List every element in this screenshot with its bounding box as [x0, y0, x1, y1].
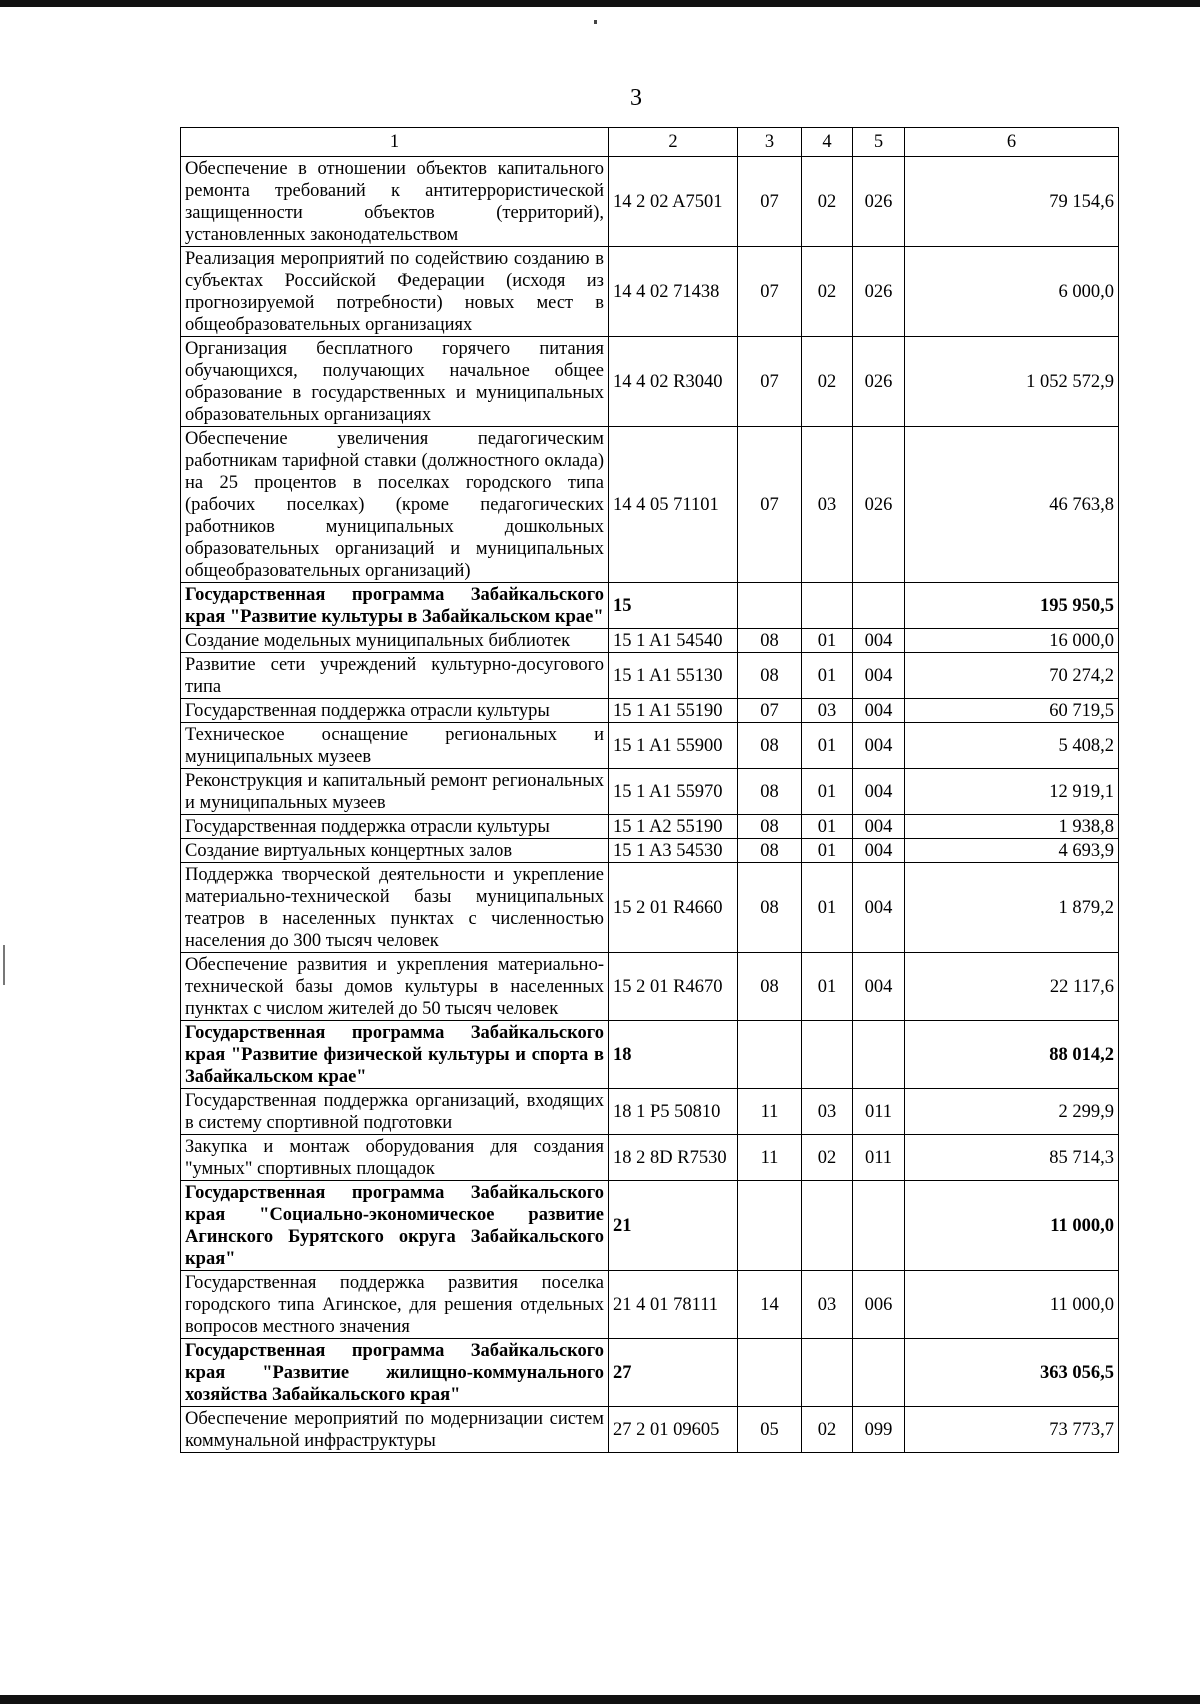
- cell-group: 011: [853, 1135, 905, 1181]
- cell-name: Создание модельных муниципальных библиотек: [181, 629, 609, 653]
- cell-section: [738, 1021, 802, 1089]
- program-row: [181, 1181, 1119, 1271]
- cell-group: 004: [853, 653, 905, 699]
- cell-section: [738, 583, 802, 629]
- cell-code: 14 4 05 71101: [609, 427, 738, 583]
- cell-subsection: 01: [802, 815, 853, 839]
- cell-amount: 363 056,5: [905, 1339, 1119, 1407]
- cell-amount: 1 938,8: [905, 815, 1119, 839]
- cell-group: 004: [853, 769, 905, 815]
- cell-group: 026: [853, 247, 905, 337]
- table-row: [181, 337, 1119, 427]
- cell-name: Создание виртуальных концертных залов: [181, 839, 609, 863]
- cell-code: 21: [609, 1181, 738, 1271]
- table-row: [181, 629, 1119, 653]
- cell-name: Государственная поддержка отрасли культуры: [181, 699, 609, 723]
- cell-code: 15 1 A3 54530: [609, 839, 738, 863]
- cell-section: 08: [738, 769, 802, 815]
- cell-code: 21 4 01 78111: [609, 1271, 738, 1339]
- cell-amount: 22 117,6: [905, 953, 1119, 1021]
- cell-name: Поддержка творческой деятельности и укрепление материально-технической базы муниципальных театров в населенных пунктах с численностью населения до 300 тысяч человек: [181, 863, 609, 953]
- table-row: [181, 1135, 1119, 1181]
- cell-name: Государственная программа Забайкальского края "Социально-экономическое развитие Агинского Бурятского округа Забайкальского края": [181, 1181, 609, 1271]
- cell-amount: 195 950,5: [905, 583, 1119, 629]
- cell-group: 004: [853, 839, 905, 863]
- table-row: [181, 699, 1119, 723]
- cell-subsection: 01: [802, 723, 853, 769]
- cell-subsection: [802, 1021, 853, 1089]
- scan-speck: [594, 20, 597, 24]
- program-row: [181, 1339, 1119, 1407]
- cell-section: 08: [738, 815, 802, 839]
- table-row: [181, 839, 1119, 863]
- cell-section: 08: [738, 953, 802, 1021]
- cell-subsection: 01: [802, 863, 853, 953]
- cell-group: 004: [853, 863, 905, 953]
- cell-amount: 88 014,2: [905, 1021, 1119, 1089]
- table-row: [181, 863, 1119, 953]
- cell-code: 14 2 02 A7501: [609, 157, 738, 247]
- header-col-4: 4: [802, 128, 853, 157]
- cell-group: 004: [853, 699, 905, 723]
- table-row: [181, 157, 1119, 247]
- cell-group: 026: [853, 337, 905, 427]
- cell-group: 006: [853, 1271, 905, 1339]
- cell-name: Обеспечение развития и укрепления материально-технической базы домов культуры в населенных пунктах с числом жителей до 50 тысяч человек: [181, 953, 609, 1021]
- cell-section: 05: [738, 1407, 802, 1453]
- cell-code: 15 2 01 R4670: [609, 953, 738, 1021]
- cell-subsection: 01: [802, 839, 853, 863]
- table-row: [181, 815, 1119, 839]
- cell-section: 08: [738, 629, 802, 653]
- cell-subsection: 03: [802, 427, 853, 583]
- cell-subsection: 03: [802, 699, 853, 723]
- cell-section: 11: [738, 1089, 802, 1135]
- cell-code: 14 4 02 71438: [609, 247, 738, 337]
- cell-amount: 1 879,2: [905, 863, 1119, 953]
- cell-name: Обеспечение мероприятий по модернизации систем коммунальной инфраструктуры: [181, 1407, 609, 1453]
- program-row: [181, 583, 1119, 629]
- cell-section: 08: [738, 863, 802, 953]
- cell-amount: 1 052 572,9: [905, 337, 1119, 427]
- table-row: [181, 653, 1119, 699]
- cell-subsection: 03: [802, 1271, 853, 1339]
- cell-section: 08: [738, 839, 802, 863]
- program-row: [181, 1021, 1119, 1089]
- cell-name: Государственная программа Забайкальского края "Развитие жилищно-коммунального хозяйства Забайкальского края": [181, 1339, 609, 1407]
- cell-name: Обеспечение увеличения педагогическим работникам тарифной ставки (должностного оклада) на 25 процентов в поселках городского типа (рабочих поселках) (кроме педагогических работников муниципальных дошкольных образовательных организаций и муниципальных общеобразовательных организаций): [181, 427, 609, 583]
- cell-amount: 73 773,7: [905, 1407, 1119, 1453]
- scan-border-top: [0, 0, 1200, 7]
- cell-name: Реализация мероприятий по содействию созданию в субъектах Российской Федерации (исходя из прогнозируемой потребности) новых мест в общеобразовательных организациях: [181, 247, 609, 337]
- cell-code: 15 1 A1 55190: [609, 699, 738, 723]
- table-row: [181, 1407, 1119, 1453]
- table-row: [181, 769, 1119, 815]
- cell-name: Обеспечение в отношении объектов капитального ремонта требований к антитеррористической защищенности объектов (территорий), установленных законодательством: [181, 157, 609, 247]
- cell-section: 08: [738, 723, 802, 769]
- cell-section: 07: [738, 427, 802, 583]
- header-col-3: 3: [738, 128, 802, 157]
- table-header-row: [181, 128, 1119, 157]
- cell-amount: 16 000,0: [905, 629, 1119, 653]
- cell-group: [853, 1181, 905, 1271]
- cell-name: Государственная программа Забайкальского края "Развитие культуры в Забайкальском крае": [181, 583, 609, 629]
- cell-code: 15 1 A1 55130: [609, 653, 738, 699]
- cell-amount: 11 000,0: [905, 1181, 1119, 1271]
- cell-amount: 11 000,0: [905, 1271, 1119, 1339]
- cell-code: 15 1 A2 55190: [609, 815, 738, 839]
- cell-subsection: 01: [802, 653, 853, 699]
- cell-group: 004: [853, 815, 905, 839]
- page-number: 3: [630, 85, 642, 111]
- cell-subsection: 02: [802, 1407, 853, 1453]
- table-row: [181, 723, 1119, 769]
- cell-section: 11: [738, 1135, 802, 1181]
- cell-name: Организация бесплатного горячего питания обучающихся, получающих начальное общее образование в государственных и муниципальных образовательных организациях: [181, 337, 609, 427]
- cell-section: [738, 1181, 802, 1271]
- cell-subsection: [802, 1339, 853, 1407]
- header-col-6: 6: [905, 128, 1119, 157]
- cell-group: 099: [853, 1407, 905, 1453]
- cell-code: 14 4 02 R3040: [609, 337, 738, 427]
- cell-subsection: [802, 1181, 853, 1271]
- scan-border-bottom: [0, 1695, 1200, 1704]
- cell-group: 004: [853, 629, 905, 653]
- cell-code: 27 2 01 09605: [609, 1407, 738, 1453]
- table-row: [181, 247, 1119, 337]
- cell-group: [853, 1021, 905, 1089]
- cell-amount: 70 274,2: [905, 653, 1119, 699]
- cell-code: 18 1 P5 50810: [609, 1089, 738, 1135]
- cell-subsection: 01: [802, 629, 853, 653]
- header-col-1: 1: [181, 128, 609, 157]
- cell-section: 07: [738, 337, 802, 427]
- cell-subsection: 01: [802, 769, 853, 815]
- cell-code: 15 2 01 R4660: [609, 863, 738, 953]
- cell-subsection: 02: [802, 1135, 853, 1181]
- cell-name: Государственная поддержка отрасли культуры: [181, 815, 609, 839]
- cell-name: Государственная поддержка развития поселка городского типа Агинское, для решения отдельных вопросов местного значения: [181, 1271, 609, 1339]
- cell-name: Государственная поддержка организаций, входящих в систему спортивной подготовки: [181, 1089, 609, 1135]
- cell-name: Реконструкция и капитальный ремонт региональных и муниципальных музеев: [181, 769, 609, 815]
- cell-section: [738, 1339, 802, 1407]
- cell-section: 08: [738, 653, 802, 699]
- cell-amount: 79 154,6: [905, 157, 1119, 247]
- cell-name: Закупка и монтаж оборудования для создания "умных" спортивных площадок: [181, 1135, 609, 1181]
- table-row: [181, 1089, 1119, 1135]
- cell-code: 18 2 8D R7530: [609, 1135, 738, 1181]
- cell-amount: 2 299,9: [905, 1089, 1119, 1135]
- cell-section: 14: [738, 1271, 802, 1339]
- table-row: [181, 1271, 1119, 1339]
- cell-code: 15 1 A1 54540: [609, 629, 738, 653]
- cell-group: 004: [853, 953, 905, 1021]
- cell-subsection: 01: [802, 953, 853, 1021]
- scan-left-mark: [3, 945, 5, 985]
- cell-group: [853, 583, 905, 629]
- cell-section: 07: [738, 247, 802, 337]
- header-col-5: 5: [853, 128, 905, 157]
- table-row: [181, 427, 1119, 583]
- cell-group: 011: [853, 1089, 905, 1135]
- cell-code: 15: [609, 583, 738, 629]
- cell-group: [853, 1339, 905, 1407]
- cell-code: 27: [609, 1339, 738, 1407]
- cell-amount: 6 000,0: [905, 247, 1119, 337]
- cell-amount: 4 693,9: [905, 839, 1119, 863]
- cell-subsection: [802, 583, 853, 629]
- cell-name: Развитие сети учреждений культурно-досугового типа: [181, 653, 609, 699]
- cell-code: 18: [609, 1021, 738, 1089]
- cell-subsection: 03: [802, 1089, 853, 1135]
- cell-amount: 85 714,3: [905, 1135, 1119, 1181]
- budget-table-body: [181, 128, 1119, 1453]
- cell-name: Техническое оснащение региональных и муниципальных музеев: [181, 723, 609, 769]
- budget-table: [180, 127, 1119, 1453]
- cell-code: 15 1 A1 55970: [609, 769, 738, 815]
- cell-name: Государственная программа Забайкальского края "Развитие физической культуры и спорта в Забайкальском крае": [181, 1021, 609, 1089]
- cell-amount: 46 763,8: [905, 427, 1119, 583]
- cell-code: 15 1 A1 55900: [609, 723, 738, 769]
- cell-section: 07: [738, 157, 802, 247]
- table-row: [181, 953, 1119, 1021]
- header-col-2: 2: [609, 128, 738, 157]
- cell-group: 026: [853, 157, 905, 247]
- cell-group: 004: [853, 723, 905, 769]
- cell-amount: 12 919,1: [905, 769, 1119, 815]
- cell-subsection: 02: [802, 247, 853, 337]
- cell-amount: 60 719,5: [905, 699, 1119, 723]
- cell-subsection: 02: [802, 337, 853, 427]
- cell-group: 026: [853, 427, 905, 583]
- cell-section: 07: [738, 699, 802, 723]
- cell-subsection: 02: [802, 157, 853, 247]
- cell-amount: 5 408,2: [905, 723, 1119, 769]
